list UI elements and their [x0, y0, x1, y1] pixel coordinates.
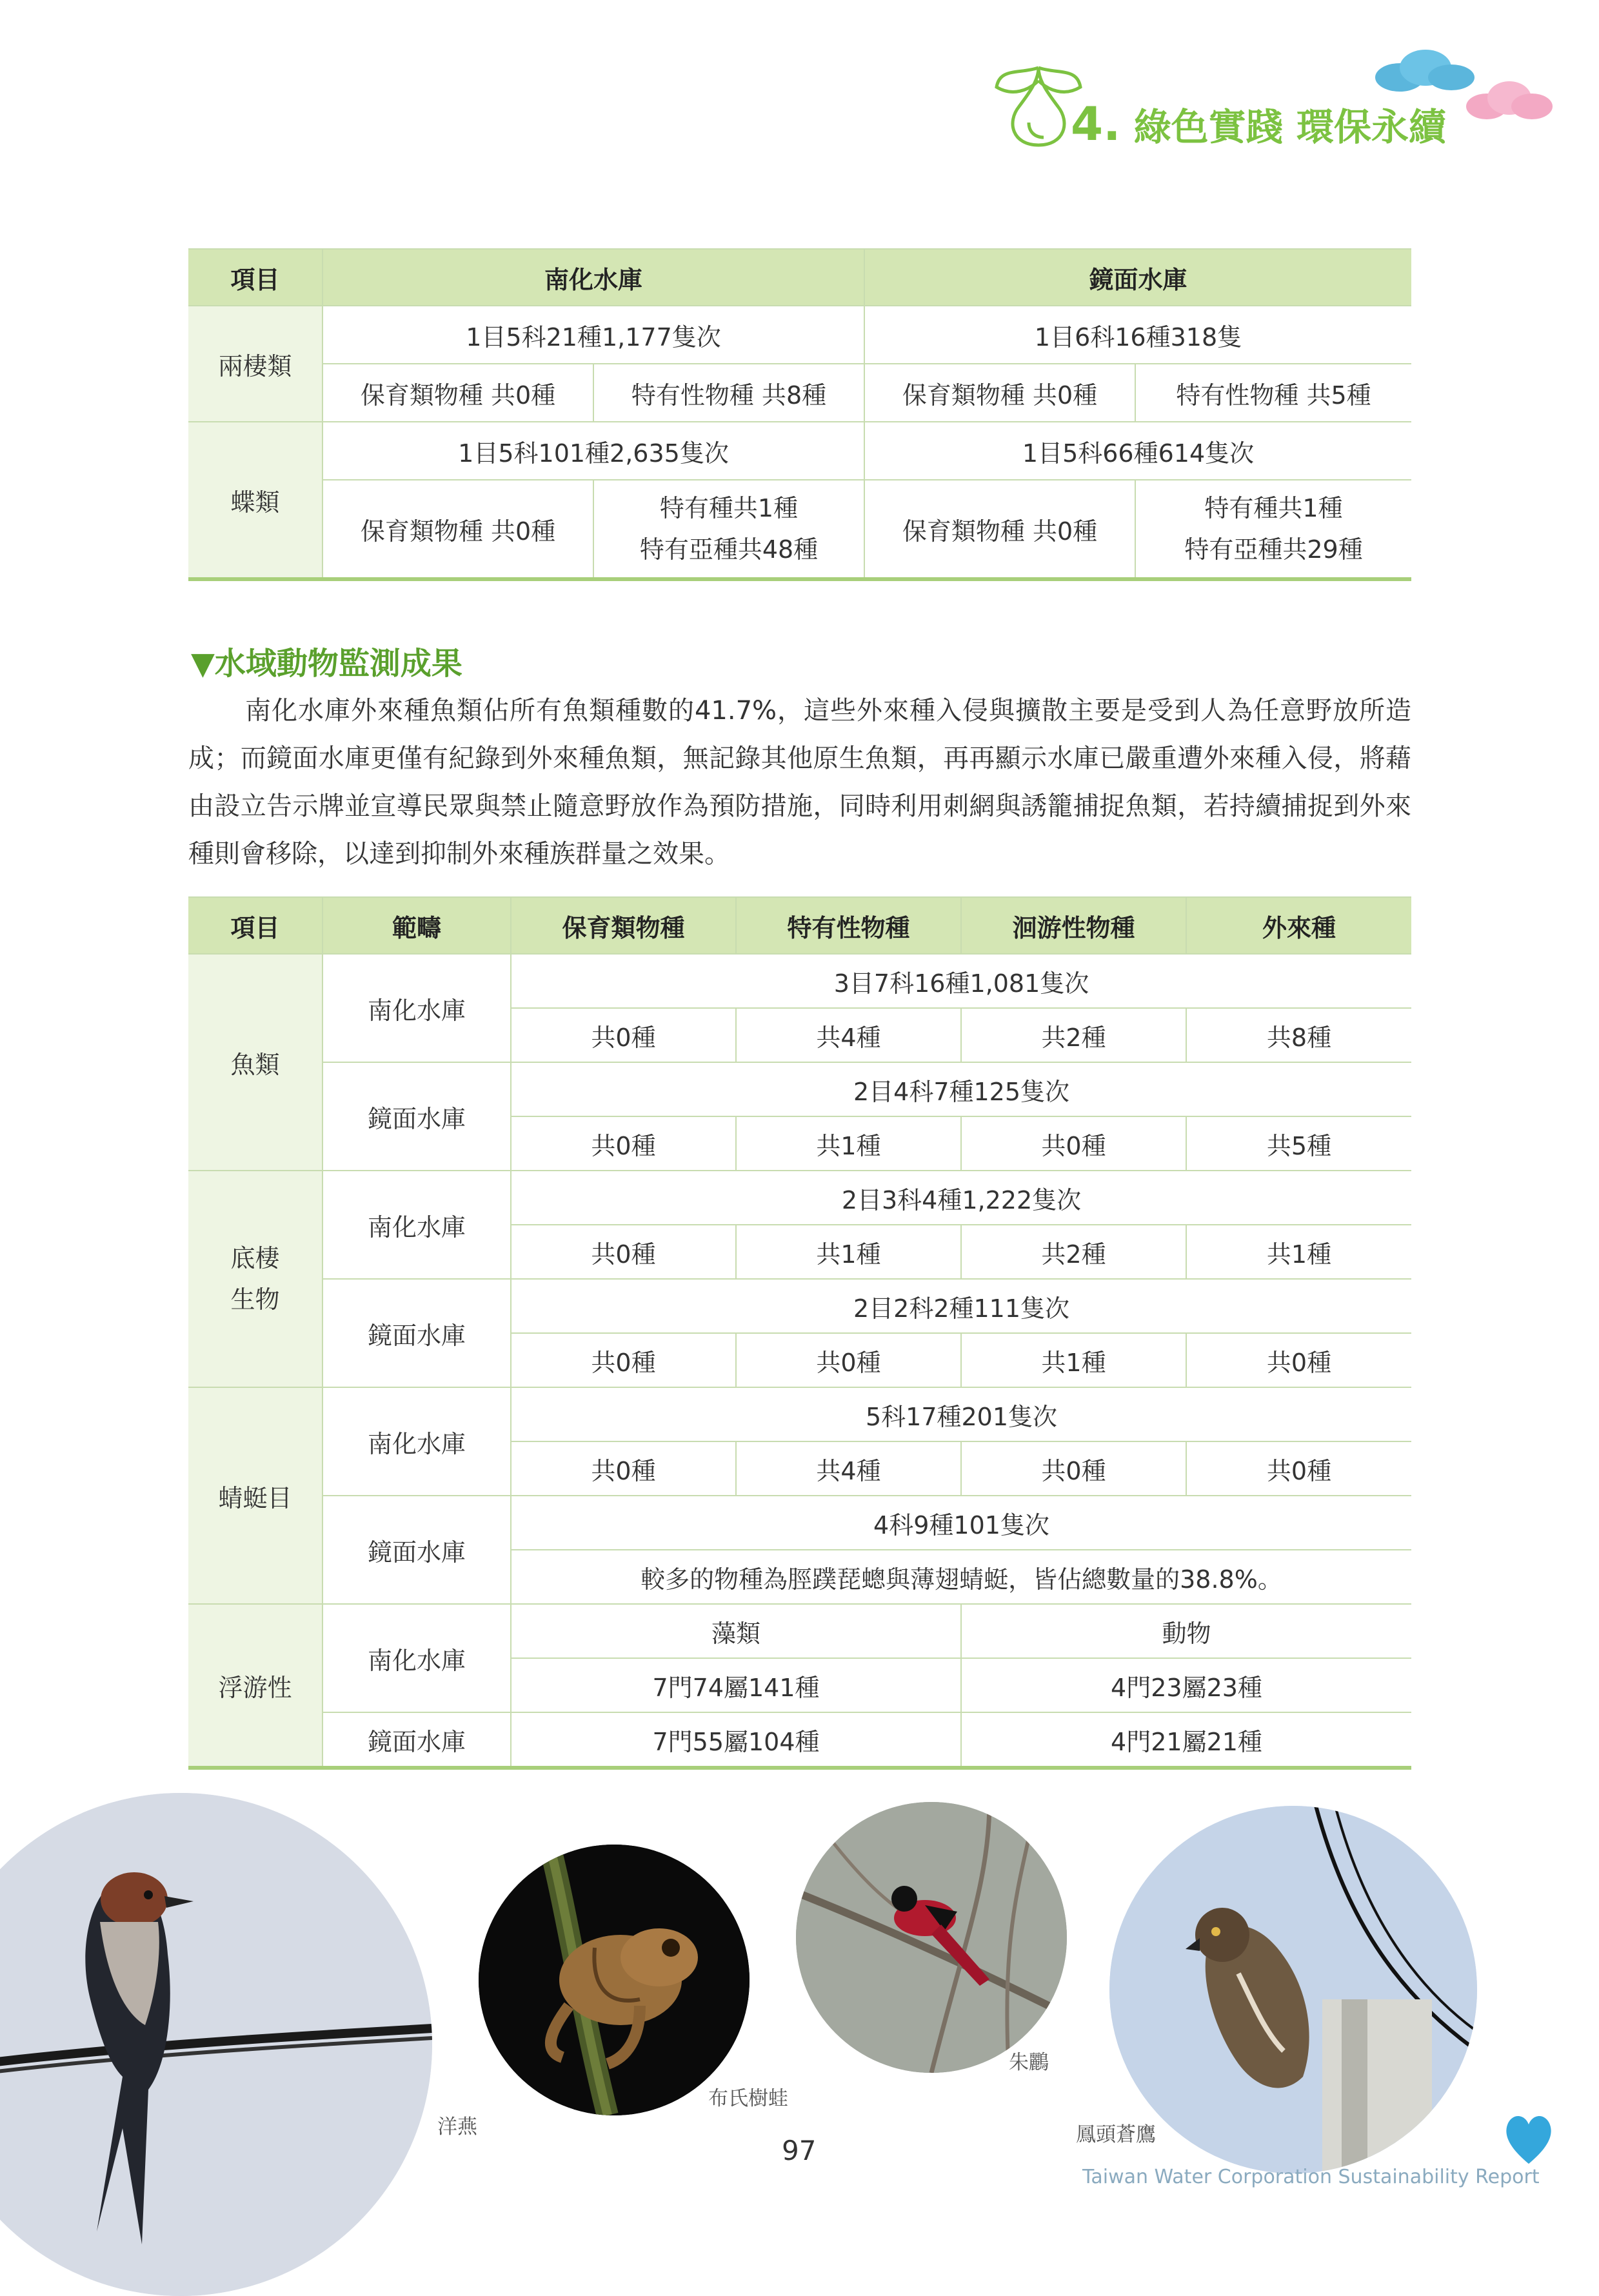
table-cell: 共1種 — [736, 1225, 961, 1279]
table-cell: 3目7科16種1,081隻次 — [511, 954, 1411, 1008]
table-cell: 4科9種101隻次 — [511, 1496, 1411, 1550]
swallow-photo — [0, 1793, 432, 2296]
table-header-cell: 鏡面水庫 — [864, 249, 1411, 306]
table-cell: 2目4科7種125隻次 — [511, 1062, 1411, 1116]
table-cell: 特有性物種 共8種 — [593, 364, 864, 422]
table-cell: 共0種 — [1186, 1441, 1411, 1496]
hawk-photo — [1109, 1806, 1477, 2173]
table-cell: 特有性物種 共5種 — [1135, 364, 1411, 422]
section-paragraph: 南化水庫外來種魚類佔所有魚類種數的41.7%，這些外來種入侵與擴散主要是受到人為任意野放所造成；而鏡面水庫更僅有紀錄到外來種魚類，無記錄其他原生魚類，再再顯示水庫已嚴重遭外來種入侵，將藉由設立告示牌並宣導民眾與禁止隨意野放作為預防措施，同時利用刺網與誘籠捕捉魚類，若持續捕捉到外來種則會移除，以達到抑制外來種族群量之效果。 — [188, 696, 1411, 869]
chapter-title — [1071, 97, 1446, 151]
hawk-image — [1109, 1806, 1477, 2173]
table-row — [188, 480, 1411, 579]
heart-icon — [1503, 2109, 1554, 2167]
table-row — [188, 422, 1411, 480]
table-header-cell: 項目 — [188, 897, 323, 954]
photo-caption: 洋燕 — [437, 2115, 477, 2139]
table-cell: 共0種 — [961, 1116, 1186, 1171]
table-cell: 1目5科101種2,635隻次 — [323, 422, 864, 480]
minivet-photo — [796, 1802, 1067, 2073]
table-cell: 4門21屬21種 — [961, 1712, 1411, 1768]
table-cell: 共2種 — [961, 1008, 1186, 1062]
table-cell: 保育類物種 共0種 — [864, 364, 1135, 422]
table-cell — [593, 480, 864, 579]
table-cell: 共1種 — [961, 1333, 1186, 1387]
table-header-cell: 洄游性物種 — [961, 897, 1186, 954]
scope-cell: 鏡面水庫 — [323, 1279, 511, 1387]
table-cell: 共0種 — [736, 1333, 961, 1387]
scope-cell: 南化水庫 — [323, 1387, 511, 1496]
table-cell: 共1種 — [1186, 1225, 1411, 1279]
photo-caption: 朱鸝 — [1009, 2051, 1049, 2074]
frog-photo — [479, 1845, 750, 2115]
table-cell: 共1種 — [736, 1116, 961, 1171]
row-label: 蝶類 — [188, 422, 323, 579]
table-cell: 藻類 — [511, 1604, 961, 1658]
table-row — [188, 1712, 1411, 1768]
scope-cell: 南化水庫 — [323, 1171, 511, 1279]
scope-cell: 南化水庫 — [323, 1604, 511, 1712]
table-cell: 7門74屬141種 — [511, 1658, 961, 1712]
table-cell — [1135, 480, 1411, 579]
table-header-cell: 保育類物種 — [511, 897, 736, 954]
table-cell: 1目6科16種318隻 — [864, 306, 1411, 364]
table-header-cell: 項目 — [188, 249, 323, 306]
cloud-decoration-icon — [1374, 48, 1477, 94]
row-label — [188, 1171, 323, 1387]
table-cell: 共0種 — [511, 1116, 736, 1171]
minivet-image — [796, 1802, 1067, 2073]
table-cell: 5科17種201隻次 — [511, 1387, 1411, 1441]
table-cell: 共0種 — [511, 1441, 736, 1496]
row-label: 魚類 — [188, 954, 323, 1171]
table-row — [188, 1171, 1411, 1225]
table-row — [188, 1279, 1411, 1333]
table-row — [188, 1062, 1411, 1116]
row-label: 蜻蜓目 — [188, 1387, 323, 1604]
table-cell: 動物 — [961, 1604, 1411, 1658]
table-row — [188, 306, 1411, 364]
row-label-line: 底棲 — [230, 1244, 280, 1272]
table-cell: 共5種 — [1186, 1116, 1411, 1171]
table-cell: 較多的物種為脛蹼琵蟌與薄翅蜻蜓，皆佔總數量的38.8%。 — [511, 1550, 1411, 1604]
swallow-image — [0, 1793, 432, 2296]
table-cell: 共0種 — [511, 1225, 736, 1279]
table-cell: 7門55屬104種 — [511, 1712, 961, 1768]
photo-caption: 鳳頭蒼鷹 — [1076, 2123, 1156, 2146]
table-cell: 共0種 — [511, 1333, 736, 1387]
frog-image — [479, 1845, 750, 2115]
table-cell: 共2種 — [961, 1225, 1186, 1279]
scope-cell: 鏡面水庫 — [323, 1062, 511, 1171]
table-cell: 4門23屬23種 — [961, 1658, 1411, 1712]
terrestrial-survey-table — [188, 248, 1411, 581]
section-heading: ▼水域動物監測成果 — [191, 646, 462, 682]
table-cell: 共0種 — [1186, 1333, 1411, 1387]
table-cell: 共0種 — [511, 1008, 736, 1062]
leaf-drop-icon — [993, 61, 1084, 152]
table-header-cell: 南化水庫 — [323, 249, 864, 306]
cell-line: 特有亞種共29種 — [1184, 535, 1363, 564]
table-cell: 2目2科2種111隻次 — [511, 1279, 1411, 1333]
table-cell: 保育類物種 共0種 — [323, 364, 593, 422]
scope-cell: 鏡面水庫 — [323, 1712, 511, 1768]
table-cell: 1目5科21種1,177隻次 — [323, 306, 864, 364]
table-row — [188, 954, 1411, 1008]
page-number: 97 — [782, 2135, 817, 2166]
table-cell: 共4種 — [736, 1008, 961, 1062]
cell-line: 特有亞種共48種 — [639, 535, 819, 564]
cell-line: 特有種共1種 — [1204, 494, 1343, 522]
chapter-name: 綠色實踐 環保永續 — [1133, 105, 1446, 149]
aquatic-survey-table — [188, 896, 1411, 1770]
scope-cell: 鏡面水庫 — [323, 1496, 511, 1604]
scope-cell: 南化水庫 — [323, 954, 511, 1062]
cloud-decoration-icon — [1464, 77, 1554, 123]
table-cell: 保育類物種 共0種 — [323, 480, 593, 579]
report-name: Taiwan Water Corporation Sustainability Report — [1082, 2166, 1540, 2188]
chapter-number: 4. — [1071, 97, 1121, 151]
table-cell: 共0種 — [961, 1441, 1186, 1496]
table-row — [188, 1604, 1411, 1658]
table-header-cell: 範疇 — [323, 897, 511, 954]
table-row — [188, 1496, 1411, 1550]
table-cell: 保育類物種 共0種 — [864, 480, 1135, 579]
table-row — [188, 1387, 1411, 1441]
table-header-cell: 外來種 — [1186, 897, 1411, 954]
row-label-line: 生物 — [230, 1285, 280, 1314]
cell-line: 特有種共1種 — [659, 494, 799, 522]
table-row — [188, 364, 1411, 422]
table-cell: 共8種 — [1186, 1008, 1411, 1062]
table-cell: 2目3科4種1,222隻次 — [511, 1171, 1411, 1225]
table-cell: 1目5科66種614隻次 — [864, 422, 1411, 480]
row-label: 浮游性 — [188, 1604, 323, 1768]
row-label: 兩棲類 — [188, 306, 323, 422]
photo-caption: 布氏樹蛙 — [708, 2087, 788, 2110]
table-header-cell: 特有性物種 — [736, 897, 961, 954]
table-cell: 共4種 — [736, 1441, 961, 1496]
